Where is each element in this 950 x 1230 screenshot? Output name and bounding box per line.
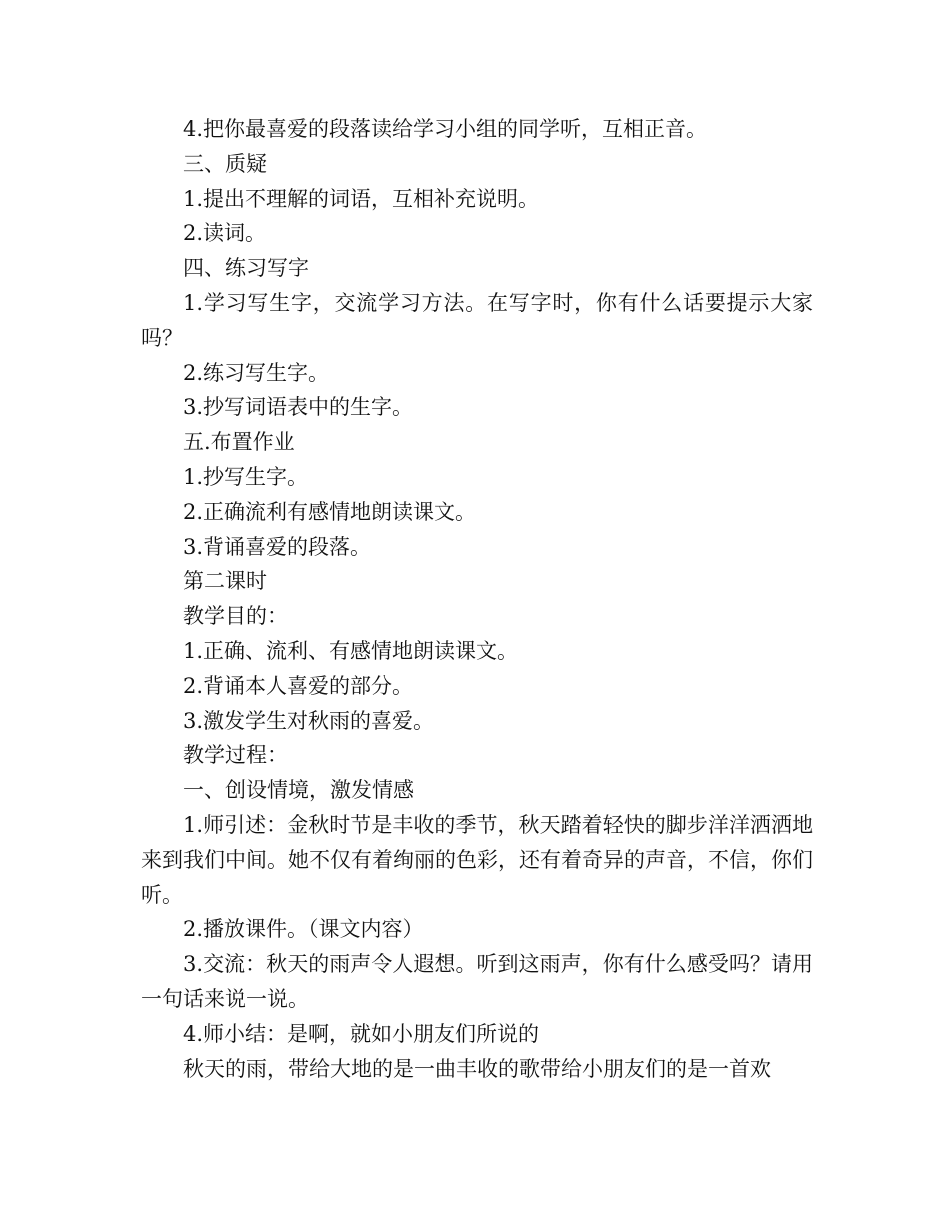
document-body — [141, 112, 813, 1086]
paragraph: 1.师引述：金秋时节是丰收的季节，秋天踏着轻快的脚步洋洋洒洒地来到我们中间。她不仅有着绚丽的色彩，还有着奇异的声音，不信，你们听。 — [141, 812, 813, 907]
paragraph: 3.背诵喜爱的段落。 — [183, 534, 372, 559]
paragraph: 4.师小结：是啊，就如小朋友们所说的 — [183, 1021, 540, 1046]
paragraph: 2.播放课件。（课文内容） — [183, 917, 424, 942]
subheading: 教学目的： — [183, 604, 288, 629]
paragraph: 3.抄写词语表中的生字。 — [183, 395, 414, 420]
section-heading: 一、创设情境，激发情感 — [183, 778, 414, 803]
section-heading: 三、质疑 — [183, 151, 267, 176]
paragraph: 4.把你最喜爱的段落读给学习小组的同学听，互相正音。 — [183, 117, 708, 141]
paragraph: 1.提出不理解的词语，互相补充说明。 — [183, 186, 540, 211]
paragraph: 1.抄写生字。 — [183, 464, 309, 489]
paragraph: 2.读词。 — [183, 221, 267, 246]
paragraph: 1.正确、流利、有感情地朗读课文。 — [183, 638, 519, 663]
paragraph: 2.正确流利有感情地朗读课文。 — [183, 499, 477, 524]
paragraph: 2.练习写生字。 — [183, 360, 330, 385]
section-heading: 五.布置作业 — [183, 430, 295, 455]
section-heading: 四、练习写字 — [183, 256, 309, 281]
paragraph: 2.背诵本人喜爱的部分。 — [183, 673, 414, 698]
subheading: 教学过程： — [183, 743, 288, 768]
paragraph: 1.学习写生字，交流学习方法。在写字时，你有什么话要提示大家吗？ — [141, 290, 813, 350]
lesson-heading: 第二课时 — [183, 569, 267, 594]
paragraph: 3.激发学生对秋雨的喜爱。 — [183, 708, 435, 733]
paragraph: 3.交流：秋天的雨声令人遐想。听到这雨声，你有什么感受吗？请用一句话来说一说。 — [141, 952, 813, 1011]
paragraph: 秋天的雨，带给大地的是一曲丰收的歌带给小朋友们的是一首欢 — [183, 1056, 771, 1081]
